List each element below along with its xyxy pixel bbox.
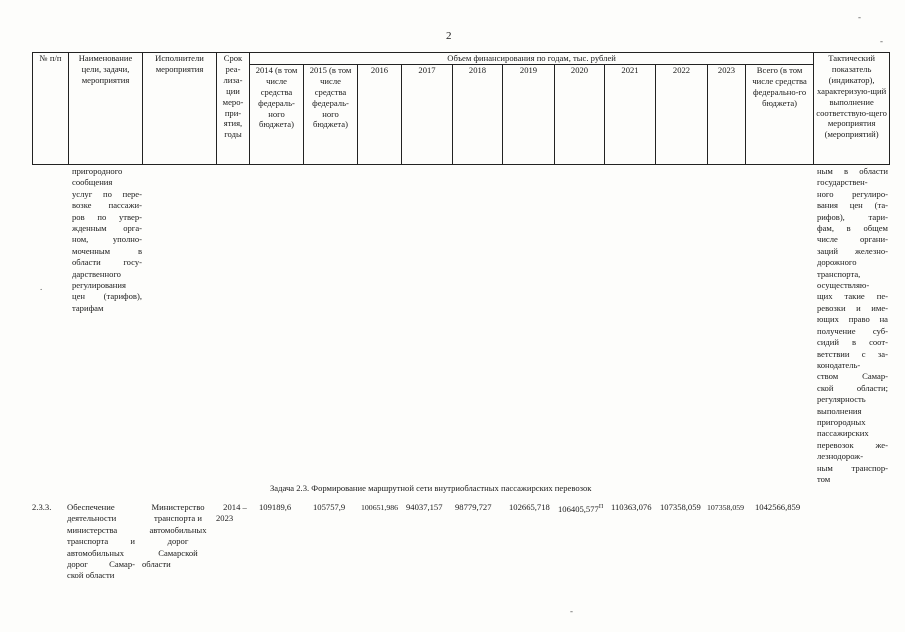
text-line: перевозок же- bbox=[817, 439, 888, 450]
text-line: пригородного bbox=[72, 166, 123, 176]
task-title: Задача 2.3. Формирование маршрутной сети внутриобластных пассажирских перевозок bbox=[270, 483, 592, 493]
value-2018: 98779,727 bbox=[455, 502, 492, 512]
text-line: ного регулиро- bbox=[817, 188, 888, 199]
scan-mark: - bbox=[570, 606, 573, 616]
row-executor bbox=[142, 502, 214, 570]
header-year-2014: 2014 (в том числе средства федераль-ного бюджета) bbox=[250, 64, 304, 164]
text-line: лезнодорож- bbox=[817, 451, 864, 462]
text-line: ской области bbox=[67, 570, 115, 581]
header-year-2019: 2019 bbox=[503, 64, 555, 164]
header-year-2016: 2016 bbox=[358, 64, 402, 164]
text-line: Самарской bbox=[158, 547, 198, 558]
text-line: цен (тарифов), bbox=[72, 291, 142, 302]
text-line: пассажирских bbox=[817, 428, 869, 439]
text-line: пригородных bbox=[817, 416, 866, 427]
text-line: сообщения bbox=[72, 177, 113, 188]
text-line: транспорта и bbox=[154, 513, 202, 524]
value-2020-cell bbox=[558, 502, 603, 515]
text-line: том bbox=[817, 473, 831, 484]
header-financing: Объем финансирования по годам, тыс. рублей bbox=[250, 53, 814, 65]
header-number: № п/п bbox=[33, 53, 69, 165]
text-line: регулярность bbox=[817, 394, 866, 405]
value-2014: 109189,6 bbox=[259, 502, 292, 512]
header-year-2020: 2020 bbox=[555, 64, 605, 164]
text-line: услуг по пере- bbox=[72, 188, 142, 199]
footnote-mark: П bbox=[598, 504, 604, 510]
text-line: ющих право на bbox=[817, 314, 888, 325]
table-row bbox=[32, 502, 892, 592]
header-indicator: Тактический показатель (индикатор), характеризую-щий выполнение соответствую-щего мероприятия (мероприятий) bbox=[814, 53, 890, 165]
text-line: заций железно- bbox=[817, 245, 888, 256]
header-year-2015: 2015 (в том числе средства федераль-ного бюджета) bbox=[304, 64, 358, 164]
text-line: деятельности bbox=[67, 513, 117, 524]
header-year-2021: 2021 bbox=[605, 64, 656, 164]
row-number: 2.3.3. bbox=[32, 502, 52, 512]
value-2016: 100651,986 bbox=[361, 503, 399, 512]
value-2019: 102665,718 bbox=[509, 502, 550, 512]
header-executors: Исполнители мероприятия bbox=[143, 53, 217, 165]
value-2017: 94037,157 bbox=[406, 502, 443, 512]
text-line: 2023 bbox=[216, 513, 234, 524]
text-line: ным транспор- bbox=[817, 462, 888, 473]
header-year-2023: 2023 bbox=[708, 64, 746, 164]
header-total: Всего (в том числе средства федерально-го бюджета) bbox=[746, 64, 814, 164]
text-line: числе органи- bbox=[817, 234, 888, 245]
text-line: Министерство bbox=[151, 502, 205, 512]
scan-mark: - bbox=[880, 36, 883, 46]
text-line: дорог bbox=[167, 536, 189, 547]
text-line: области bbox=[142, 559, 171, 570]
row-term bbox=[216, 502, 254, 525]
text-line: сидий в соот- bbox=[817, 337, 888, 348]
text-line: автомобильных bbox=[149, 524, 207, 535]
text-line: получение суб- bbox=[817, 325, 888, 336]
text-line: ным в области bbox=[817, 166, 888, 176]
text-line: 2014 – bbox=[223, 502, 247, 512]
text-line: моченным в bbox=[72, 245, 142, 256]
value-2020: 106405,577 bbox=[558, 503, 599, 514]
header-term: Срок реа-лиза-ции меро-при-ятия, годы bbox=[217, 53, 250, 165]
financing-table-header bbox=[32, 52, 890, 165]
value-2022: 107358,059 bbox=[660, 502, 701, 512]
text-line: ревозки и име- bbox=[817, 302, 888, 313]
text-line: фам, в общем bbox=[817, 223, 888, 234]
text-line: конодатель- bbox=[817, 359, 861, 370]
header-name: Наименование цели, задачи, мероприятия bbox=[69, 53, 143, 165]
text-line: ством Самар- bbox=[817, 371, 888, 382]
header-year-2022: 2022 bbox=[656, 64, 708, 164]
text-line: тарифам bbox=[72, 302, 104, 313]
value-2021: 110363,076 bbox=[611, 502, 652, 512]
text-line: выполнения bbox=[817, 405, 862, 416]
header-year-2017: 2017 bbox=[402, 64, 453, 164]
text-line: Обеспечение bbox=[67, 502, 115, 512]
text-line: автомобильных bbox=[67, 547, 125, 558]
text-line: регулирования bbox=[72, 280, 126, 291]
text-line: ской области; bbox=[817, 382, 888, 393]
row-name bbox=[67, 502, 135, 582]
text-line: ном, уполно- bbox=[72, 234, 142, 245]
text-line: дорожного bbox=[817, 257, 857, 268]
continued-name-text bbox=[72, 166, 142, 314]
value-2015: 105757,9 bbox=[313, 502, 346, 512]
text-line: области госу- bbox=[72, 257, 142, 268]
text-line: щих такие пе- bbox=[817, 291, 888, 302]
text-line: дорог Самар- bbox=[67, 559, 135, 570]
text-line: транспорта и bbox=[67, 536, 135, 547]
page-number: 2 bbox=[446, 30, 452, 42]
text-line: вания цен (та- bbox=[817, 200, 888, 211]
text-line: государствен- bbox=[817, 177, 868, 188]
value-2023: 107358,059 bbox=[707, 503, 745, 512]
text-line: дарственного bbox=[72, 268, 121, 279]
scan-mark: . bbox=[40, 282, 43, 292]
text-line: жденным орга- bbox=[72, 223, 142, 234]
text-line: ров по утвер- bbox=[72, 211, 142, 222]
text-line: рифов), тари- bbox=[817, 211, 888, 222]
text-line: осуществляю- bbox=[817, 280, 870, 291]
text-line: транспорта, bbox=[817, 268, 861, 279]
continued-indicator-text bbox=[817, 166, 888, 485]
scan-mark: - bbox=[858, 12, 861, 22]
header-year-2018: 2018 bbox=[453, 64, 503, 164]
text-line: ветствии с за- bbox=[817, 348, 888, 359]
value-total: 1042566,859 bbox=[755, 502, 801, 512]
text-line: министерства bbox=[67, 524, 118, 535]
text-line: возке пассажи- bbox=[72, 200, 142, 211]
